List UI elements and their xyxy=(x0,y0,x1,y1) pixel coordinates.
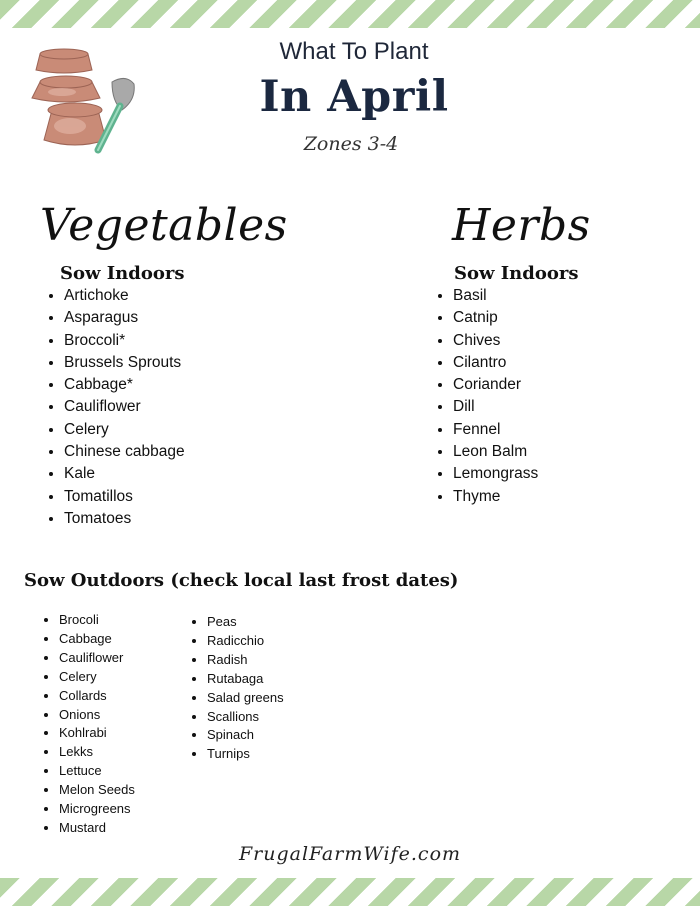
outdoors-list-column-1 xyxy=(39,611,135,838)
outdoors-list-column-2 xyxy=(187,613,284,764)
list-item: • Thyme xyxy=(453,486,538,508)
top-stripe-border xyxy=(0,0,700,28)
list-item: • Kale xyxy=(64,463,185,485)
list-item: • Cabbage xyxy=(59,630,135,649)
herbs-heading: Herbs xyxy=(452,200,591,251)
list-item: • Lemongrass xyxy=(453,463,538,485)
list-item: • Coriander xyxy=(453,374,538,396)
title-line-1: What To Plant xyxy=(279,38,429,65)
list-item: • Brussels Sprouts xyxy=(64,352,185,374)
list-item: • Cauliflower xyxy=(59,649,135,668)
list-item: • Artichoke xyxy=(64,285,185,307)
list-item: • Brocoli xyxy=(59,611,135,630)
list-item: • Chinese cabbage xyxy=(64,441,185,463)
herbs-list xyxy=(433,285,538,508)
list-item: • Radicchio xyxy=(207,632,284,651)
herbs-sow-indoors-heading: Sow Indoors xyxy=(454,263,579,284)
list-item: • Chives xyxy=(453,330,538,352)
list-item: • Fennel xyxy=(453,419,538,441)
bottom-stripe-border xyxy=(0,878,700,906)
footer-website: FrugalFarmWife.com xyxy=(238,843,462,865)
list-item: • Microgreens xyxy=(59,800,135,819)
list-item: • Cabbage* xyxy=(64,374,185,396)
list-item: • Salad greens xyxy=(207,689,284,708)
list-item: • Peas xyxy=(207,613,284,632)
list-item: • Scallions xyxy=(207,708,284,727)
vegetables-list xyxy=(44,285,185,530)
list-item: • Cilantro xyxy=(453,352,538,374)
list-item: • Lettuce xyxy=(59,762,135,781)
list-item: • Leon Balm xyxy=(453,441,538,463)
title-line-2: In April xyxy=(259,72,449,122)
list-item: • Catnip xyxy=(453,307,538,329)
list-item: • Tomatoes xyxy=(64,508,185,530)
list-item: • Radish xyxy=(207,651,284,670)
list-item: • Mustard xyxy=(59,819,135,838)
list-item: • Dill xyxy=(453,396,538,418)
list-item: • Lekks xyxy=(59,743,135,762)
list-item: • Celery xyxy=(64,419,185,441)
sow-outdoors-heading: Sow Outdoors (check local last frost dates) xyxy=(24,570,459,591)
zones-subtitle: Zones 3-4 xyxy=(303,133,399,155)
list-item: • Tomatillos xyxy=(64,486,185,508)
list-item: • Celery xyxy=(59,668,135,687)
list-item: • Basil xyxy=(453,285,538,307)
list-item: • Spinach xyxy=(207,726,284,745)
list-item: • Asparagus xyxy=(64,307,185,329)
list-item: • Onions xyxy=(59,706,135,725)
list-item: • Cauliflower xyxy=(64,396,185,418)
list-item: • Broccoli* xyxy=(64,330,185,352)
list-item: • Rutabaga xyxy=(207,670,284,689)
list-item: • Kohlrabi xyxy=(59,724,135,743)
vegetables-heading: Vegetables xyxy=(40,200,288,251)
list-item: • Collards xyxy=(59,687,135,706)
list-item: • Turnips xyxy=(207,745,284,764)
vegetables-sow-indoors-heading: Sow Indoors xyxy=(60,263,185,284)
list-item: • Melon Seeds xyxy=(59,781,135,800)
